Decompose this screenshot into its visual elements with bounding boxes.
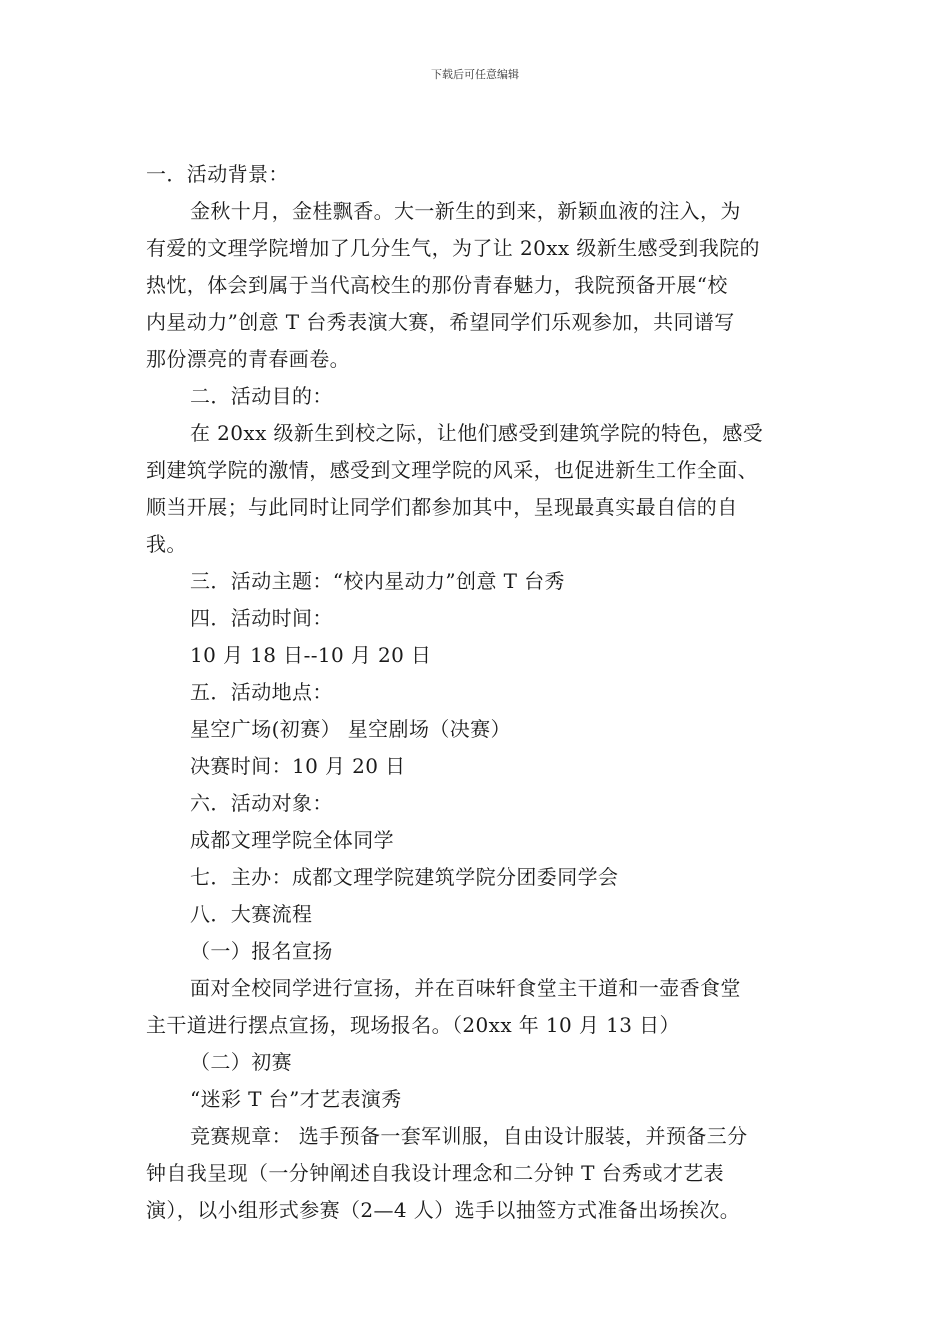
text-line: 面对全校同学进行宣扬，并在百味轩食堂主干道和一壶香食堂: [190, 976, 741, 1000]
text-line: 那份漂亮的青春画卷。: [146, 347, 350, 371]
text-line: 主干道进行摆点宣扬，现场报名。（20xx 年 10 月 13 日）: [146, 1013, 680, 1037]
text-line: 四．活动时间：: [190, 606, 333, 630]
text-line: 10 月 18 日--10 月 20 日: [190, 643, 432, 667]
text-line: 演），以小组形式参赛（2—4 人）选手以抽签方式准备出场挨次。: [146, 1198, 741, 1222]
text-line: 热忱，体会到属于当代高校生的那份青春魅力，我院预备开展“校: [146, 273, 728, 297]
text-line: 决赛时间：10 月 20 日: [190, 754, 406, 778]
text-line: 一．活动背景：: [146, 162, 289, 186]
text-line: 星空广场(初赛） 星空剧场（决赛）: [190, 717, 511, 741]
text-line: 金秋十月，金桂飘香。大一新生的到来，新颖血液的注入，为: [190, 199, 741, 223]
text-line: 成都文理学院全体同学: [190, 828, 394, 852]
text-line: 二．活动目的：: [190, 384, 333, 408]
text-line: 竞赛规章： 选手预备一套军训服，自由设计服装，并预备三分: [190, 1124, 748, 1148]
text-line: 到建筑学院的激情，感受到文理学院的风采，也促进新生工作全面、: [146, 458, 758, 482]
text-line: 内星动力”创意 T 台秀表演大赛，希望同学们乐观参加，共同谱写: [146, 310, 735, 334]
text-line: 八．大赛流程: [190, 902, 313, 926]
text-line: 五．活动地点：: [190, 680, 333, 704]
text-line: 钟自我呈现（一分钟阐述自我设计理念和二分钟 T 台秀或才艺表: [146, 1161, 725, 1185]
text-line: 六．活动对象：: [190, 791, 333, 815]
text-line: 三．活动主题：“校内星动力”创意 T 台秀: [190, 569, 565, 593]
text-line: （二）初赛: [190, 1050, 292, 1074]
document-body: [146, 156, 816, 1229]
text-line: “迷彩 T 台”才艺表演秀: [190, 1087, 402, 1111]
text-line: 我。: [146, 532, 187, 556]
page-header: 下载后可任意编辑: [431, 68, 519, 81]
text-line: 七．主办：成都文理学院建筑学院分团委同学会: [190, 865, 619, 889]
text-line: （一）报名宣扬: [190, 939, 333, 963]
text-line: 在 20xx 级新生到校之际，让他们感受到建筑学院的特色，感受: [190, 421, 764, 445]
text-line: 顺当开展；与此同时让同学们都参加其中，呈现最真实最自信的自: [146, 495, 738, 519]
text-line: 有爱的文理学院增加了几分生气，为了让 20xx 级新生感受到我院的: [146, 236, 760, 260]
